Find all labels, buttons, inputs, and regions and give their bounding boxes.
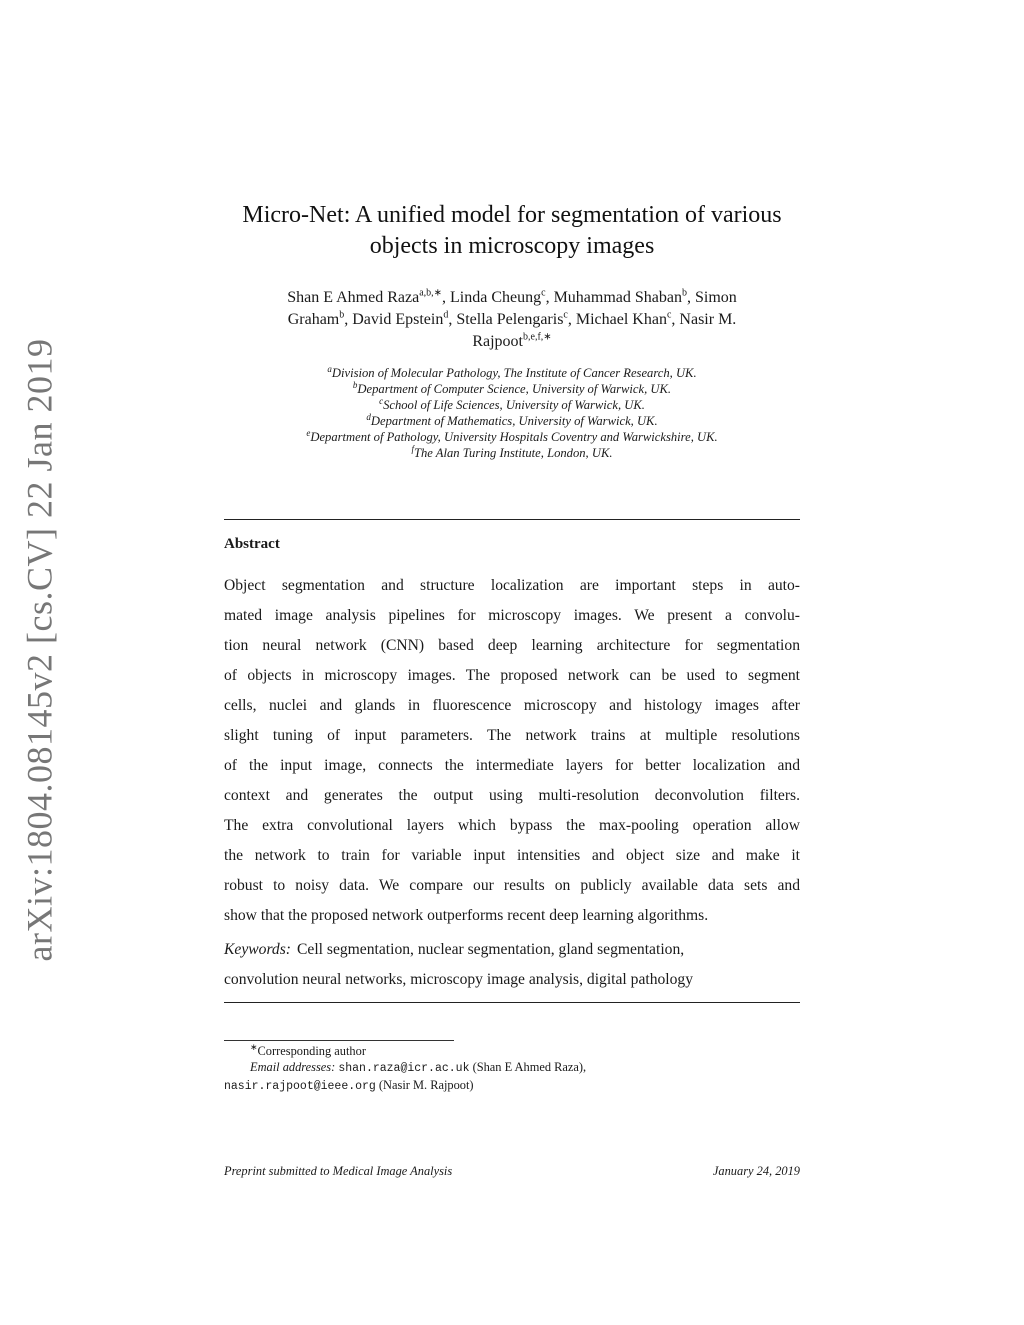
abstract-body [224, 571, 800, 931]
email-line-2 [224, 1077, 800, 1095]
affiliation-item [224, 445, 800, 461]
arxiv-identifier-stamp [10, 338, 68, 962]
abstract-line: The extra convolutional layers which bypass the max-pooling operation allow [224, 817, 800, 834]
author-name: , Nasir M. [671, 311, 737, 328]
abstract-line: Object segmentation and structure localization are important steps in auto- [224, 577, 800, 594]
abstract-bottom-rule [224, 1002, 800, 1003]
author-name: , David Epstein [344, 311, 444, 328]
affiliation-sup: c [379, 395, 384, 406]
abstract-heading: Abstract [224, 536, 280, 552]
keywords-line-1 [224, 935, 800, 965]
affiliation-sup: b [352, 379, 358, 390]
abstract-line: of the input image, connects the intermediate layers for better localization and [224, 757, 800, 774]
preprint-note: Preprint submitted to Medical Image Analysis [224, 1164, 453, 1178]
author-affil-sup: c [541, 287, 546, 299]
arxiv-stamp-text: arXiv:1804.08145v2 [cs.CV] 22 Jan 2019 [19, 338, 59, 962]
affiliation-list [224, 365, 800, 461]
author-line-1 [224, 287, 800, 309]
keywords-block [224, 935, 800, 995]
abstract-line: of objects in microscopy images. The proposed network can be used to segment [224, 667, 800, 684]
affiliation-text: Division of Molecular Pathology, The Institute of Cancer Research, UK. [331, 366, 697, 380]
author-name: Shan E Ahmed Raza [287, 289, 420, 306]
abstract-line: show that the proposed network outperforms recent deep learning algorithms. [224, 907, 709, 924]
abstract-line: cells, nuclei and glands in fluorescence microscopy and histology images after [224, 697, 800, 714]
author-affil-sup: a,b,∗ [419, 287, 443, 299]
footnote-rule [224, 1040, 454, 1041]
author-affil-sup: b [681, 287, 687, 299]
author-affil-sup: d [443, 309, 449, 321]
corresponding-author-note [224, 1043, 800, 1059]
affiliation-sup: f [411, 443, 414, 454]
author-name: , Muhammad Shaban [545, 289, 682, 306]
affiliation-item [224, 429, 800, 445]
abstract-line: the network to train for variable input intensities and object size and make it [224, 847, 800, 864]
affiliation-item [224, 397, 800, 413]
footer-date: January 24, 2019 [712, 1164, 800, 1178]
affiliation-text: School of Life Sciences, University of Warwick, UK. [383, 398, 645, 412]
author-affil-sup: b [339, 309, 345, 321]
author-name: Graham [287, 311, 340, 328]
affiliation-item [224, 381, 800, 397]
email-line [224, 1059, 800, 1077]
email-link-rajpoot[interactable]: nasir.rajpoot@ieee.org [224, 1080, 376, 1093]
author-list [224, 287, 800, 353]
affiliation-sup: a [327, 363, 332, 374]
author-name: Rajpoot [472, 333, 523, 350]
abstract-line: mated image analysis pipelines for microscopy images. We present a convolu- [224, 607, 800, 624]
corresponding-author-text: Corresponding author [257, 1044, 366, 1058]
keywords-text: Cell segmentation, nuclear segmentation, gland segmentation, [297, 941, 685, 958]
affiliation-item [224, 365, 800, 381]
email-owner-rajpoot: (Nasir M. Rajpoot) [375, 1078, 474, 1092]
author-line-2 [224, 309, 800, 331]
abstract-top-rule [224, 519, 800, 520]
abstract-line: tion neural network (CNN) based deep learning architecture for segmentation [224, 637, 800, 654]
affiliation-text: Department of Computer Science, University of Warwick, UK. [357, 382, 672, 396]
footnote [224, 1043, 800, 1095]
author-affil-sup: b,e,f,∗ [523, 331, 552, 343]
abstract-line: robust to noisy data. We compare our results on publicly available data sets and [224, 877, 800, 894]
abstract-line: slight tuning of input parameters. The network trains at multiple resolutions [224, 727, 800, 744]
author-line-3 [224, 331, 800, 353]
keywords-label: Keywords: [224, 941, 291, 958]
title-line-2: objects in microscopy images [369, 233, 655, 259]
affiliation-text: Department of Pathology, University Hospitals Coventry and Warwickshire, UK. [310, 430, 718, 444]
affiliation-item [224, 413, 800, 429]
author-name: , Stella Pelengaris [448, 311, 564, 328]
author-name: , Linda Cheung [442, 289, 542, 306]
email-owner-raza: (Shan E Ahmed Raza), [469, 1060, 587, 1074]
affiliation-sup: d [366, 411, 371, 422]
email-link-raza[interactable]: shan.raza@icr.ac.uk [338, 1062, 470, 1075]
footnote-marker: ∗ [250, 1041, 258, 1052]
affiliation-text: The Alan Turing Institute, London, UK. [414, 446, 613, 460]
title-line-1: Micro-Net: A unified model for segmentation of various [242, 202, 782, 228]
keywords-line-2: convolution neural networks, microscopy image analysis, digital pathology [224, 971, 694, 988]
abstract-line: context and generates the output using multi-resolution deconvolution filters. [224, 787, 800, 804]
affiliation-text: Department of Mathematics, University of Warwick, UK. [370, 414, 658, 428]
email-label: Email addresses: [250, 1060, 336, 1074]
author-affil-sup: c [666, 309, 672, 321]
author-name: , Michael Khan [567, 311, 667, 328]
author-affil-sup: c [563, 309, 568, 321]
paper-title [224, 200, 800, 262]
page-footer [224, 1164, 800, 1179]
author-name: , Simon [686, 289, 737, 306]
affiliation-sup: e [306, 427, 311, 438]
